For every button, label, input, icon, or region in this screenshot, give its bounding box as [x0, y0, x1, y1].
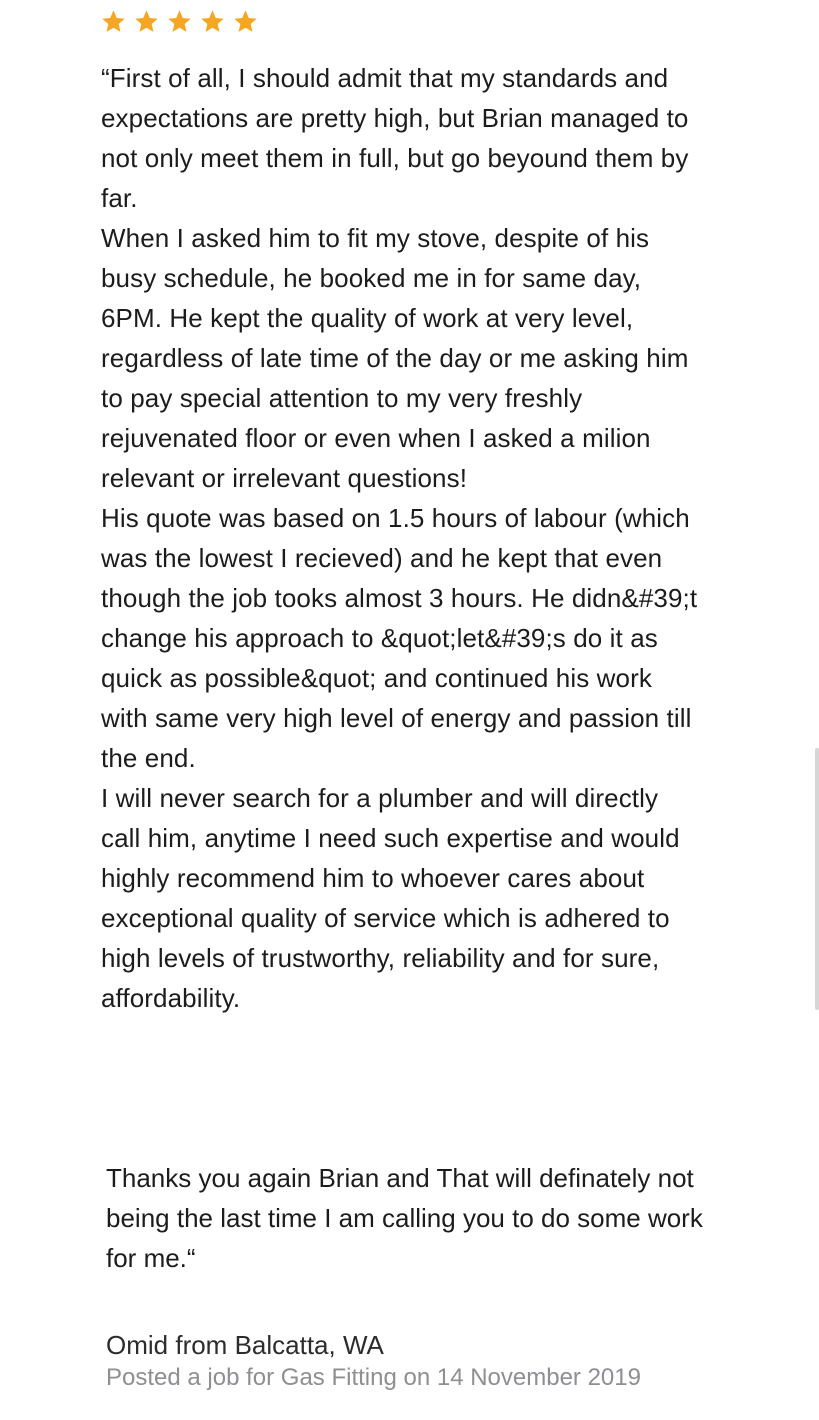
- review-body: [101, 58, 701, 1018]
- review-closing-text: Thanks you again Brian and That will definately not being the last time I am calling you to do some work for me.“: [106, 1163, 703, 1273]
- review-paragraph: When I asked him to fit my stove, despite of his busy schedule, he booked me in for same day, 6PM. He kept the quality of work at very level, regardless of late time of the day or me asking him to pay special attention to my very freshly rejuvenated floor or even when I asked a milion relevant or irrelevant questions!: [101, 223, 689, 493]
- review-job-meta: Posted a job for Gas Fitting on 14 November 2019: [106, 1364, 641, 1391]
- star-icon: [100, 8, 127, 35]
- scrollbar[interactable]: [815, 748, 819, 1010]
- star-icon: [232, 8, 259, 35]
- review-paragraph: “First of all, I should admit that my standards and expectations are pretty high, but Brian managed to not only meet them in full, but go beyound them by far.: [101, 63, 689, 213]
- review-paragraph: His quote was based on 1.5 hours of labour (which was the lowest I recieved) and he kept that even though the job tooks almost 3 hours. He didn&#39;t change his approach to &quot;let&#39;s do it as quick as possible&quot; and continued his work with same very high level of energy and passion till the end.: [101, 503, 698, 773]
- review-author: Omid from Balcatta, WA: [106, 1330, 384, 1360]
- review-closing: [106, 1158, 706, 1278]
- star-icon: [199, 8, 226, 35]
- review-paragraph: I will never search for a plumber and will directly call him, anytime I need such expertise and would highly recommend him to whoever cares about exceptional quality of service which is adhered to high levels of trustworthy, reliability and for sure, affordability.: [101, 783, 680, 1013]
- star-icon: [133, 8, 160, 35]
- star-rating: [100, 8, 259, 36]
- star-icon: [166, 8, 193, 35]
